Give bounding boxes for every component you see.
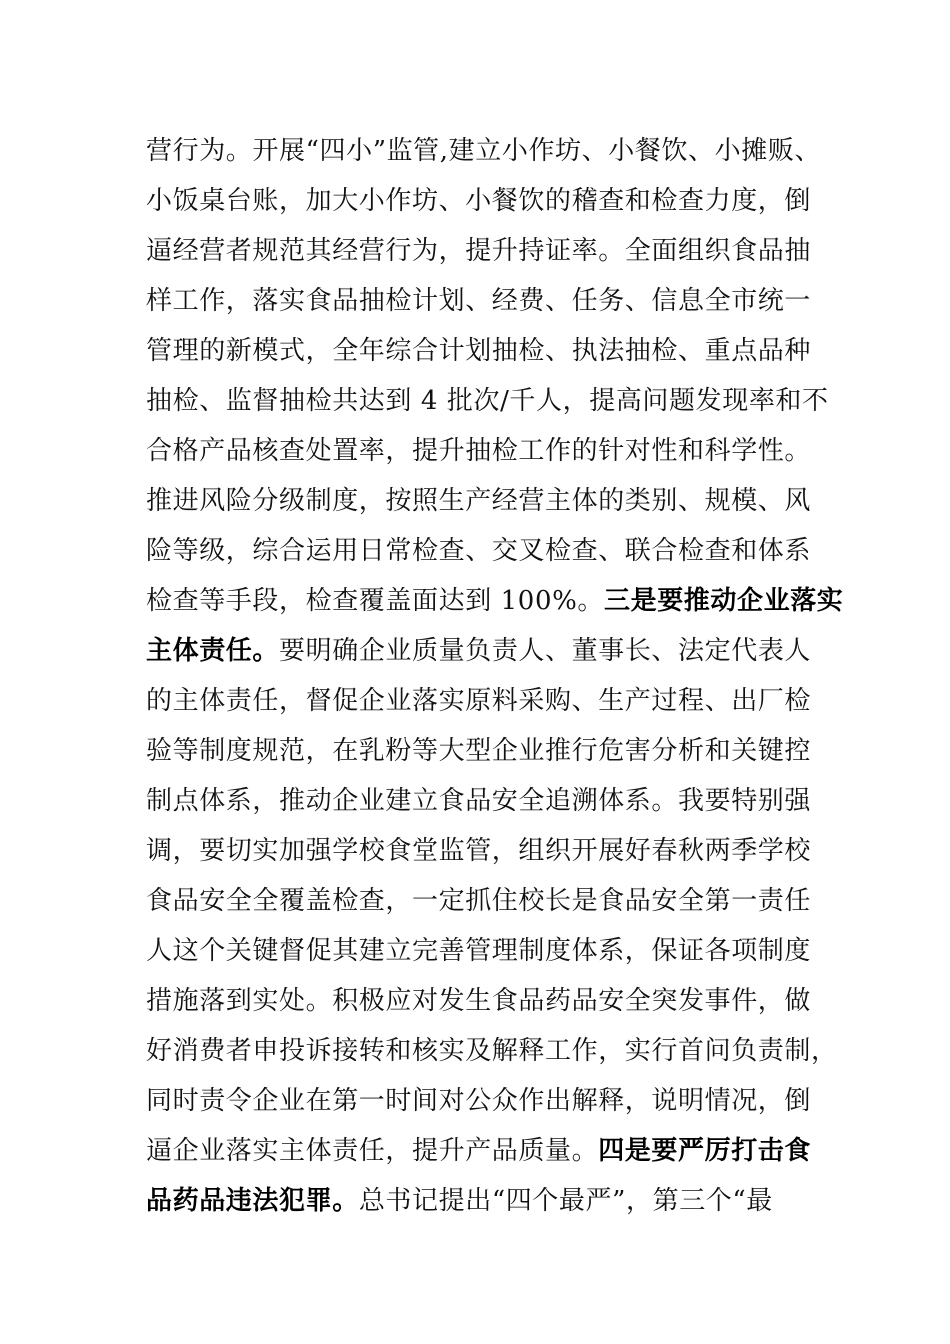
text-segment: 逼企业落实主体责任，提升产品质量。 <box>146 1136 599 1166</box>
text-line <box>146 1076 846 1126</box>
text-line <box>146 976 846 1026</box>
text-line <box>146 226 846 276</box>
text-segment: 的主体责任，督促企业落实原料采购、生产过程、出厂检 <box>146 686 812 716</box>
text-segment: 食品安全全覆盖检查，一定抓住校长是食品安全第一责任 <box>146 886 812 916</box>
text-line <box>146 926 846 976</box>
text-segment: 验等制度规范，在乳粉等大型企业推行危害分析和关键控 <box>146 736 812 766</box>
text-segment: 调，要切实加强学校食堂监管，组织开展好春秋两季学校 <box>146 836 812 866</box>
text-line <box>146 1176 846 1226</box>
text-line <box>146 276 846 326</box>
text-line <box>146 1026 846 1076</box>
text-line <box>146 376 846 426</box>
text-line <box>146 726 846 776</box>
text-segment: 制点体系，推动企业建立食品安全追溯体系。我要特别强 <box>146 786 812 816</box>
text-segment: 样工作，落实食品抽检计划、经费、任务、信息全市统一 <box>146 286 812 316</box>
text-line <box>146 626 846 676</box>
text-segment: 管理的新模式，全年综合计划抽检、执法抽检、重点品种 <box>146 336 812 366</box>
bold-text-segment: 四是要严厉打击食 <box>598 1136 812 1166</box>
text-segment: 险等级，综合运用日常检查、交叉检查、联合检查和体系 <box>146 536 812 566</box>
text-segment: 人这个关键督促其建立完善管理制度体系，保证各项制度 <box>146 936 812 966</box>
text-line <box>146 576 846 626</box>
text-line <box>146 126 846 176</box>
text-line <box>146 876 846 926</box>
text-segment: 逼经营者规范其经营行为，提升持证率。全面组织食品抽 <box>146 236 812 266</box>
text-line <box>146 476 846 526</box>
text-line <box>146 826 846 876</box>
text-line <box>146 1126 846 1176</box>
text-segment: 推进风险分级制度，按照生产经营主体的类别、规模、风 <box>146 486 812 516</box>
body-text <box>146 126 846 1226</box>
bold-text-segment: 品药品违法犯罪。 <box>146 1186 359 1216</box>
text-segment: 措施落到实处。积极应对发生食品药品安全突发事件，做 <box>146 986 812 1016</box>
text-segment: 同时责令企业在第一时间对公众作出解释，说明情况，倒 <box>146 1086 812 1116</box>
text-segment: 要明确企业质量负责人、董事长、法定代表人 <box>279 636 812 666</box>
text-segment: 营行为。开展“四小”监管,建立小作坊、小餐饮、小摊贩、 <box>146 136 822 166</box>
text-line <box>146 326 846 376</box>
text-segment: 抽检、监督抽检共达到 4 批次/千人，提高问题发现率和不 <box>146 386 829 416</box>
text-segment: 好消费者申投诉接转和核实及解释工作，实行首问负责制， <box>146 1036 838 1066</box>
text-line <box>146 676 846 726</box>
text-segment: 检查等手段，检查覆盖面达到 100%。 <box>146 586 604 616</box>
text-segment: 合格产品核查处置率，提升抽检工作的针对性和科学性。 <box>146 436 812 466</box>
text-line <box>146 776 846 826</box>
bold-text-segment: 三是要推动企业落实 <box>604 586 844 616</box>
text-segment: 总书记提出“四个最严”，第三个“最 <box>358 1186 773 1216</box>
text-line <box>146 526 846 576</box>
text-line <box>146 426 846 476</box>
text-line <box>146 176 846 226</box>
text-segment: 小饭桌台账，加大小作坊、小餐饮的稽查和检查力度，倒 <box>146 186 812 216</box>
bold-text-segment: 主体责任。 <box>146 636 280 666</box>
